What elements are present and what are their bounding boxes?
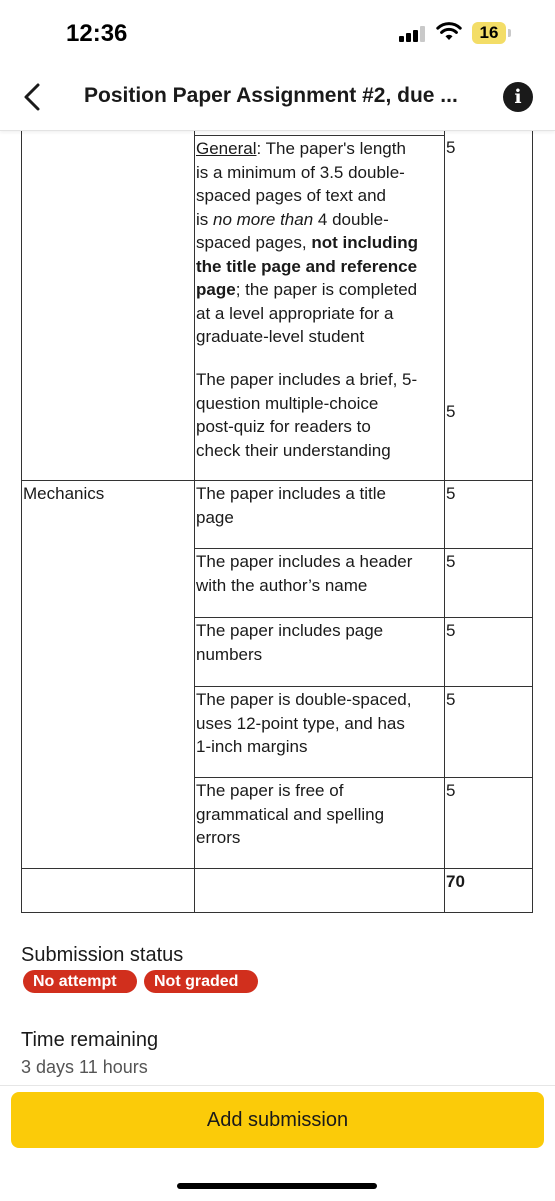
row-divider [22,868,533,869]
status-bar [0,0,555,64]
criterion-points: 5 [446,484,456,503]
time-remaining-label: Time remaining [21,1029,159,1051]
criterion-line: 1-inch margins [196,737,308,756]
quiz-line: question multiple-choice [196,393,379,413]
general-line: graduate-level student [196,327,365,346]
row-divider [194,686,533,687]
general-line: spaced pages, [196,233,312,252]
quiz-line: The paper includes a brief, 5- [196,370,418,389]
submission-status-label: Submission status [21,944,184,966]
rubric-table [21,130,533,913]
criterion-line: The paper includes a title [196,484,386,503]
battery-tip [508,29,511,37]
criterion-points: 5 [446,781,456,800]
general-bold: page [196,280,236,299]
status-time: 12:36 [66,20,128,47]
general-line: is [196,209,213,229]
criterion-quiz [196,368,444,462]
row-divider [22,480,533,481]
general-text: The paper's length [265,139,406,158]
total-points: 70 [446,872,465,891]
general-emphasis: no more than [213,209,314,229]
criterion-grammar [196,779,444,850]
criterion-points: 5 [446,552,456,571]
column-divider [444,130,445,913]
criterion-page-numbers [196,619,444,666]
cellular-signal-icon [399,26,427,42]
criterion-formatting [196,688,444,759]
wifi-icon [436,20,462,42]
criterion-header [196,550,444,597]
column-divider [194,130,195,913]
row-divider [194,617,533,618]
criterion-line: The paper includes a header [196,552,413,571]
nav-header [0,64,555,131]
criterion-general: General: The paper's length is a minimum of 3.5 double- spaced pages of text and is no more than 4 double- spaced pages, not including the title page and reference page; the paper is completed at a level appropriate for a graduate-level student [196,137,444,349]
add-submission-button[interactable]: Add submission [11,1092,544,1148]
general-line: 4 double- [313,209,389,229]
status-badge-not-graded: Not graded [144,970,258,993]
home-indicator[interactable] [177,1183,377,1189]
status-badge-no-attempt: No attempt [23,970,137,993]
criterion-line: grammatical and spelling [196,804,385,824]
quiz-line: check their understanding [196,440,391,460]
criterion-points: 5 [446,621,456,640]
criterion-points: 5 [446,402,456,421]
criterion-line: The paper is free of [196,781,344,800]
criterion-points: 5 [446,138,456,157]
quiz-line: post-quiz for readers to [196,417,371,436]
criterion-line: The paper includes page [196,621,384,640]
info-icon[interactable]: i [503,82,533,112]
general-label: General [196,139,257,158]
criterion-line: page [196,507,234,527]
battery-icon: 16 [472,22,506,44]
chevron-left-icon[interactable] [18,80,48,114]
row-divider [194,135,444,136]
criterion-title-page [196,482,444,529]
general-line: is a minimum of 3.5 double- [196,162,405,182]
page-title: Position Paper Assignment #2, due ... [84,84,458,107]
general-line: ; the paper is completed [235,280,418,299]
general-line: spaced pages of text and [196,186,386,205]
criterion-points: 5 [446,690,456,709]
criterion-line: The paper is double-spaced, [196,690,412,709]
time-remaining-value: 3 days 11 hours [21,1057,148,1077]
general-bold: the title page and reference [196,256,418,276]
criterion-line: numbers [196,644,263,664]
row-divider [194,777,533,778]
criterion-line: uses 12-point type, and has [196,713,405,733]
general-bold: not including [311,233,419,252]
row-divider [194,548,533,549]
criterion-line: errors [196,828,241,847]
general-line: at a level appropriate for a [196,303,394,323]
category-mechanics: Mechanics [23,484,105,503]
criterion-line: with the author’s name [196,575,368,595]
